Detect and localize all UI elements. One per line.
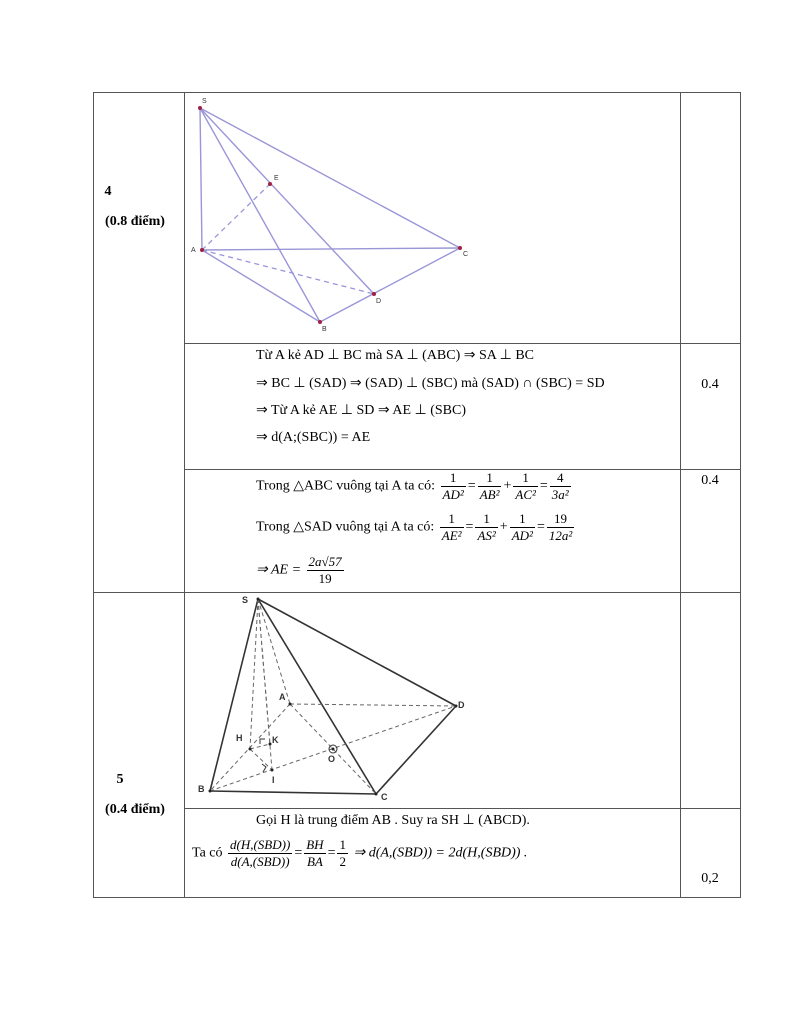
q4-number: 4: [104, 184, 112, 199]
vertex-label-c: C: [463, 251, 469, 258]
fraction: $\frac{1}{2}$: [339, 837, 346, 869]
vertex-label-s: S: [202, 98, 207, 105]
fraction: $\frac{2a√57}{19}$: [308, 554, 342, 586]
vertex-label-o: O: [328, 754, 336, 764]
vertex-label-a: A: [279, 692, 286, 702]
q4-part1-line3: ⇒ Từ A kẻ AE ⊥ SD ⇒ AE ⊥ (SBC): [256, 403, 466, 418]
q5-part1-line1: Gọi H là trung điểm AB . Suy ra SH ⊥ (ABCD).: [256, 813, 530, 828]
vertex-label-s: S: [242, 595, 249, 605]
q4-part2-line3-lhs: ⇒ AE =: [256, 562, 302, 578]
vertex-label-b: B: [322, 326, 327, 333]
q4-part2-line1: Trong △ABC vuông tại A ta có: $\frac{1}{\text{AD²}}$ = $\frac{1}{\text{AB²}}$ + $\frac{1}{\text{AC²}}$ = $\frac{4}{\text{3a²}}$: [256, 470, 569, 502]
fraction: $\frac{1}{\text{AS²}}$: [477, 511, 496, 543]
q5-part1-line2-rest: ⇒ d(A,(SBD)) = 2d(H,(SBD)) .: [353, 845, 528, 861]
q5-part1-line2-prefix: Ta có: [192, 845, 223, 861]
q4-points: (0.8 điểm): [105, 214, 165, 229]
fraction: $\frac{19}{\text{12a²}}$: [548, 511, 573, 543]
q5-part1-score: 0,2: [701, 871, 719, 886]
fraction: $\frac{1}{\text{AD²}}$: [511, 511, 533, 543]
q4-part1-line4: ⇒ d(A;(SBC)) = AE: [256, 430, 371, 445]
equals-sign: =: [327, 845, 336, 861]
vertex-label-b: B: [198, 784, 205, 794]
fraction: $\frac{1}{\text{AB²}}$: [479, 470, 500, 502]
vertex-label-h: H: [236, 733, 243, 743]
q4-part2-line1-prefix: Trong △ABC vuông tại A ta có:: [256, 478, 436, 494]
vertex-label-d: D: [376, 298, 382, 305]
q4-part1-line2: ⇒ BC ⊥ (SAD) ⇒ (SAD) ⊥ (SBC) mà (SAD) ∩ (SBC) = SD: [256, 376, 605, 391]
fraction: $\frac{1}{\text{AC²}}$: [515, 470, 536, 502]
q5-points: (0.4 điểm): [105, 802, 165, 817]
row-divider: [184, 808, 741, 809]
vertex-label-a: A: [191, 247, 196, 254]
column-divider-2: [680, 92, 681, 898]
q4-pyramid-figure: [186, 94, 678, 342]
vertex-label-e: E: [274, 175, 279, 182]
q4-part1-score: 0.4: [701, 377, 719, 392]
row-divider: [93, 592, 741, 593]
column-divider-1: [184, 92, 185, 898]
row-divider: [184, 343, 741, 344]
q4-part1-line1: Từ A kẻ AD ⊥ BC mà SA ⊥ (ABC) ⇒ SA ⊥ BC: [256, 348, 534, 363]
fraction: $\frac{\text{d(H,(SBD))}}{\text{d(A,(SBD))}}$: [230, 837, 291, 869]
q4-part2-line2-prefix: Trong △SAD vuông tại A ta có:: [256, 519, 435, 535]
vertex-label-i: I: [272, 775, 275, 785]
fraction: $\frac{4}{\text{3a²}}$: [551, 470, 569, 502]
fraction: $\frac{1}{\text{AE²}}$: [441, 511, 462, 543]
vertex-label-k: K: [272, 735, 279, 745]
q4-part2-line3: [256, 554, 346, 587]
vertex-label-d: D: [458, 700, 465, 710]
fraction: $\frac{1}{\text{AD²}}$: [442, 470, 464, 502]
equals-sign: =: [294, 845, 303, 861]
fraction: $\frac{BH}{BA}$: [306, 837, 324, 869]
q5-pyramid-figure: [186, 594, 678, 806]
q4-part2-line2: Trong △SAD vuông tại A ta có: $\frac{1}{\text{AE²}}$ = $\frac{1}{\text{AS²}}$ + $\frac{1}{\text{AD²}}$ = $\frac{19}{\text{12a²}}$: [256, 511, 573, 543]
q5-part1-line2: [192, 837, 527, 870]
q4-part2-score: 0.4: [701, 473, 719, 488]
q5-number: 5: [116, 772, 124, 787]
vertex-label-c: C: [381, 792, 388, 802]
